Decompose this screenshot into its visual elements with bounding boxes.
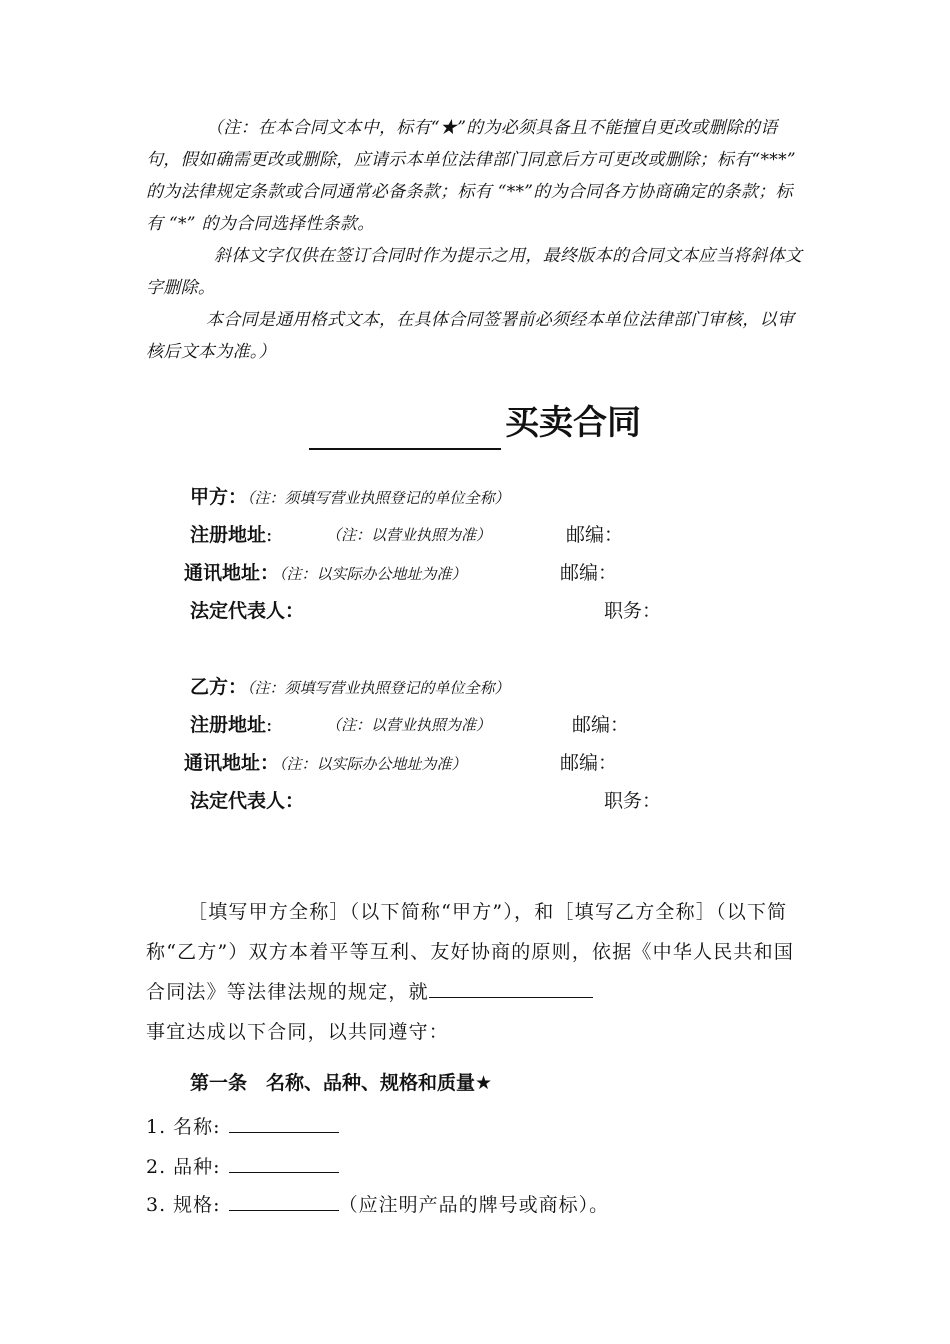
party-a-addr-hint: （注：以实际办公地址为准）	[279, 565, 467, 583]
item-name-label: 1. 名称:	[146, 1116, 221, 1138]
item-spec-label: 3. 规格:	[146, 1194, 221, 1216]
party-a-reg-label: 注册地址	[190, 524, 267, 546]
party-b-reg-label: 注册地址	[190, 714, 267, 736]
instruction-note	[146, 112, 810, 368]
party-a-zip-2: 邮编：	[560, 562, 618, 584]
party-a-rep-label: 法定代表人：	[190, 600, 305, 622]
party-b-zip-1: 邮编：	[572, 714, 630, 736]
intro-subject-blank[interactable]	[429, 973, 593, 998]
party-b-rep-label: 法定代表人：	[190, 790, 305, 812]
list-item	[146, 1188, 609, 1217]
party-b-zip-2: 邮编：	[560, 752, 618, 774]
party-b-reg-row	[190, 706, 272, 744]
note-paragraph-3: 本合同是通用格式文本，在具体合同签署前必须经本单位法律部门审核，以审核后文本为准。）	[146, 310, 795, 362]
item-variety-blank[interactable]	[229, 1150, 339, 1173]
item-name-blank[interactable]	[229, 1110, 339, 1133]
party-b-post: 职务：	[604, 790, 662, 812]
item-spec-blank[interactable]	[229, 1188, 339, 1211]
note-paragraph-1: （注：在本合同文本中，标有“★”的为必须具备且不能擅自更改或删除的语句，假如确需更改或删除，应请示本单位法律部门同意后方可更改或删除；标有“***” 的为法律规定条款或合同通常必备条款；标有 “**”的为合同各方协商确定的条款；标有 “*” 的为合同选择性条款。	[146, 118, 796, 234]
party-a-addr-row	[184, 554, 467, 593]
party-b-reg-hint: （注：以营业执照为准）	[326, 716, 492, 734]
party-b-reg-colon: :	[266, 714, 273, 736]
title-text: 买卖合同	[505, 403, 641, 443]
party-a-addr-label: 通讯地址：	[184, 562, 280, 584]
title-blank-line[interactable]	[309, 408, 501, 450]
party-b-label: 乙方：	[190, 676, 248, 698]
document-title	[0, 396, 950, 450]
party-a-post: 职务：	[604, 600, 662, 622]
party-a-zip-1: 邮编：	[566, 524, 624, 546]
intro-text-after: 事宜达成以下合同，以共同遵守：	[146, 1021, 450, 1043]
party-b-addr-hint: （注：以实际办公地址为准）	[279, 755, 467, 773]
party-a-reg-hint: （注：以营业执照为准）	[326, 526, 492, 544]
party-a-name-row	[190, 478, 510, 517]
party-a-reg-colon: :	[266, 524, 273, 546]
party-b-addr-label: 通讯地址：	[184, 752, 280, 774]
note-paragraph-2: 斜体文字仅供在签订合同时作为提示之用，最终版本的合同文本应当将斜体文字删除。	[146, 246, 803, 298]
party-a-name-hint: （注：须填写营业执照登记的单位全称）	[247, 489, 510, 507]
intro-text-before: ［填写甲方全称］（以下简称“甲方”），和［填写乙方全称］（以下简称“乙方”）双方本着平等互利、友好协商的原则，依据《中华人民共和国合同法》等法律法规的规定，就	[146, 901, 795, 1003]
list-item	[146, 1150, 339, 1179]
item-variety-label: 2. 品种:	[146, 1156, 221, 1178]
party-b-name-row	[190, 668, 510, 707]
party-a-label: 甲方：	[190, 486, 248, 508]
intro-paragraph	[146, 892, 810, 1052]
article-1-title: 第一条 名称、品种、规格和质量★	[190, 1072, 493, 1094]
list-item	[146, 1110, 339, 1139]
party-b-name-hint: （注：须填写营业执照登记的单位全称）	[247, 679, 510, 697]
party-b-addr-row	[184, 744, 467, 783]
item-spec-suffix: （应注明产品的牌号或商标）。	[338, 1194, 610, 1216]
party-a-reg-row	[190, 516, 272, 554]
